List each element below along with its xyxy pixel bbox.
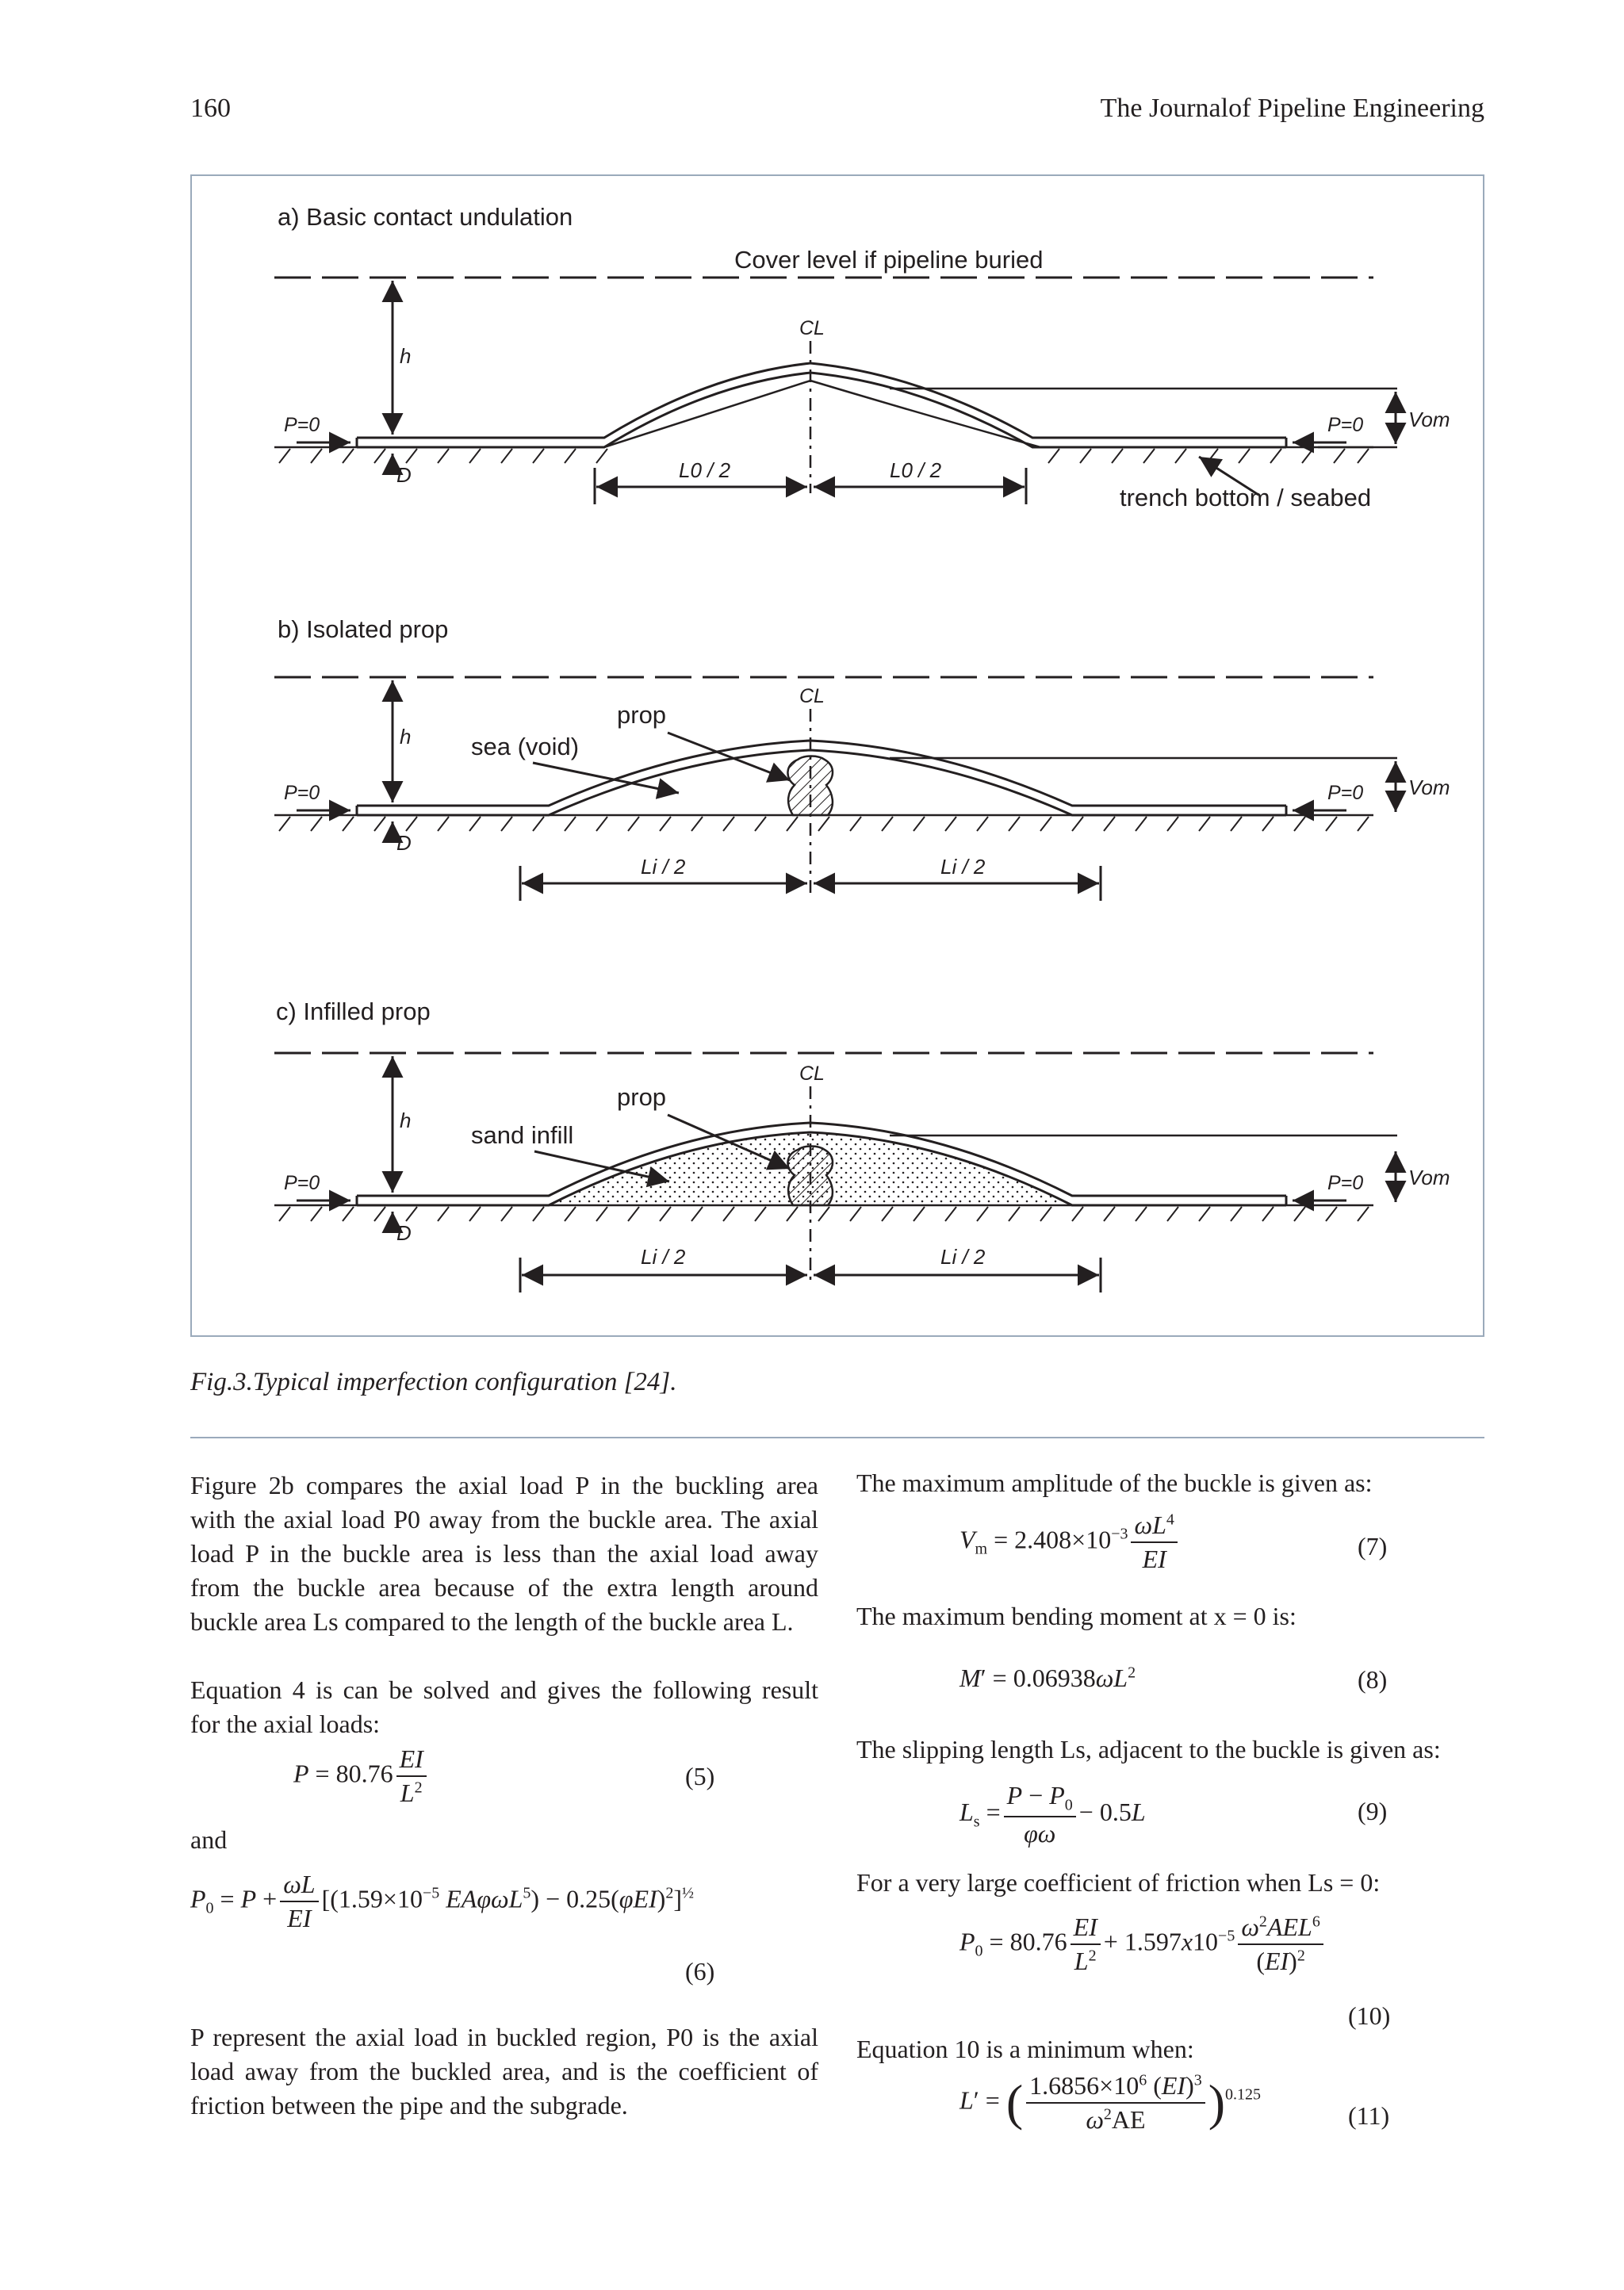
panel-b-void-label: sea (void) <box>471 733 580 760</box>
text-line: friction between the pipe and the subgrade. <box>190 2091 628 2120</box>
journal-title: The Journalof Pipeline Engineering <box>1100 94 1484 123</box>
intro-equation-11: Equation 10 is a minimum when: <box>856 2035 1194 2063</box>
panel-a-half-right: L0 / 2 <box>890 458 942 482</box>
panel-b-vom: Vom <box>1408 775 1450 799</box>
figure-caption: Fig.3.Typical imperfection configuration [24]. <box>190 1368 677 1396</box>
text-line: from the buckle area because of the extra length around <box>190 1573 818 1602</box>
text-line: load away from the buckled area, and is the coefficient of <box>190 2057 818 2085</box>
panel-c-title: c) Infilled prop <box>276 998 431 1025</box>
panel-c-p-left: P=0 <box>284 1172 320 1194</box>
panel-c-half-right: Li / 2 <box>940 1245 986 1269</box>
paragraph-equation-4 <box>190 1673 818 1741</box>
panel-b-seabed-hatch <box>279 817 1369 831</box>
panel-c <box>274 998 1450 1292</box>
panel-a-half-left: L0 / 2 <box>679 458 731 482</box>
equation-9-number: (9) <box>1358 1797 1388 1825</box>
panel-a-title: a) Basic contact undulation <box>278 203 573 231</box>
equation-5: P = 80.76 $\frac{EI}{L^2}$ <box>293 1744 430 1808</box>
page-number: 160 <box>190 94 231 123</box>
panel-b-d: D <box>396 831 412 855</box>
intro-equation-7: The maximum amplitude of the buckle is given as: <box>856 1469 1373 1497</box>
text-line: with the axial load P0 away from the buckle area. The axial <box>190 1505 818 1534</box>
text-line: for the axial loads: <box>190 1710 381 1738</box>
panel-b-p-left: P=0 <box>284 782 320 804</box>
panel-c-p-right: P=0 <box>1327 1172 1364 1194</box>
panel-c-half-left: Li / 2 <box>641 1245 686 1269</box>
panel-a-vom: Vom <box>1408 408 1450 431</box>
panel-a-cover-label: Cover level if pipeline buried <box>734 246 1044 274</box>
panel-c-infill-label: sand infill <box>471 1121 574 1149</box>
intro-equation-8: The maximum bending moment at x = 0 is: <box>856 1602 1297 1630</box>
figure-diagram <box>192 176 1483 1335</box>
text-line: Figure 2b compares the axial load P in the buckling area <box>190 1471 818 1499</box>
text-line: buckle area Ls compared to the length of the buckle area L. <box>190 1607 794 1636</box>
panel-c-d: D <box>396 1221 412 1245</box>
panel-a <box>274 203 1450 511</box>
equation-6-number: (6) <box>685 1957 715 1986</box>
panel-c-prop-label: prop <box>617 1083 667 1111</box>
and-text: and <box>190 1825 228 1854</box>
figure-frame <box>190 174 1484 1337</box>
panel-b-title: b) Isolated prop <box>278 615 449 643</box>
panel-c-vom: Vom <box>1408 1166 1450 1189</box>
panel-a-p-left: P=0 <box>284 414 320 436</box>
panel-b-p-right: P=0 <box>1327 782 1364 804</box>
equation-10: $P_0 = 80.76$ $\frac{EI}{L^2}$ + $1.597x10^{-5}$ $\frac{\omega^2AEL^6}{(EI)^2}$ <box>959 1913 1327 1976</box>
equation-9: $L_s$ = $\frac{P - P_0}{\varphi\omega}$ − 0.5L <box>959 1781 1146 1848</box>
paragraph-axial-definitions <box>190 2020 818 2123</box>
panel-b-h: h <box>400 725 412 749</box>
equation-7: $V_m = 2.408\times 10^{-3}$ $\frac{\omega L^4}{EI}$ <box>959 1511 1181 1574</box>
text-line: Equation 4 is can be solved and gives the following result <box>190 1675 818 1704</box>
panel-b-cl: CL <box>799 685 825 707</box>
equation-10-number: (10) <box>1348 2001 1391 2030</box>
panel-a-h: h <box>400 344 412 368</box>
panel-b-half-right: Li / 2 <box>940 855 986 879</box>
equation-11: L′ = ( $\frac{1.6856\times 10^6 (EI)^3}{\omega^2AE}$ )$^{0.125}$ <box>959 2071 1262 2134</box>
equation-11-number: (11) <box>1348 2101 1390 2130</box>
equation-8-number: (8) <box>1358 1665 1388 1694</box>
intro-equation-9: The slipping length Ls, adjacent to the buckle is given as: <box>856 1735 1441 1763</box>
panel-b-half-left: Li / 2 <box>641 855 686 879</box>
equation-6: $P_0 = P$ + $\frac{\omega L}{EI}$ [($1.59\times 10^{-5}$ $EA\varphi\omega L^5) - 0.25(\varphi EI)^2]^{\frac{1}{2}}$ <box>190 1870 694 1932</box>
panel-b-prop-pointer <box>668 733 790 780</box>
intro-equation-10: For a very large coefficient of friction when Ls = 0: <box>856 1868 1381 1897</box>
section-divider <box>190 1437 1484 1438</box>
panel-a-pipe-ends <box>357 438 1286 447</box>
panel-c-seabed-hatch <box>279 1207 1369 1221</box>
equation-7-number: (7) <box>1358 1532 1388 1560</box>
equation-5-number: (5) <box>685 1762 715 1790</box>
panel-c-cl: CL <box>799 1063 825 1085</box>
text-line: P represent the axial load in buckled region, P0 is the axial <box>190 2023 818 2051</box>
paragraph-2b-comparison <box>190 1469 818 1639</box>
panel-a-seabed-label: trench bottom / seabed <box>1120 484 1372 511</box>
panel-a-cl: CL <box>799 317 825 339</box>
panel-c-h: h <box>400 1109 412 1132</box>
panel-a-p-right: P=0 <box>1327 414 1364 436</box>
equation-8: $M' = 0.06938\omega L^2$ <box>959 1664 1136 1692</box>
panel-a-d: D <box>396 463 412 487</box>
text-line: load P in the buckle area is less than the axial load away <box>190 1539 818 1568</box>
panel-b <box>274 615 1450 901</box>
panel-b-void-pointer <box>533 763 679 793</box>
panel-b-prop-label: prop <box>617 701 667 729</box>
